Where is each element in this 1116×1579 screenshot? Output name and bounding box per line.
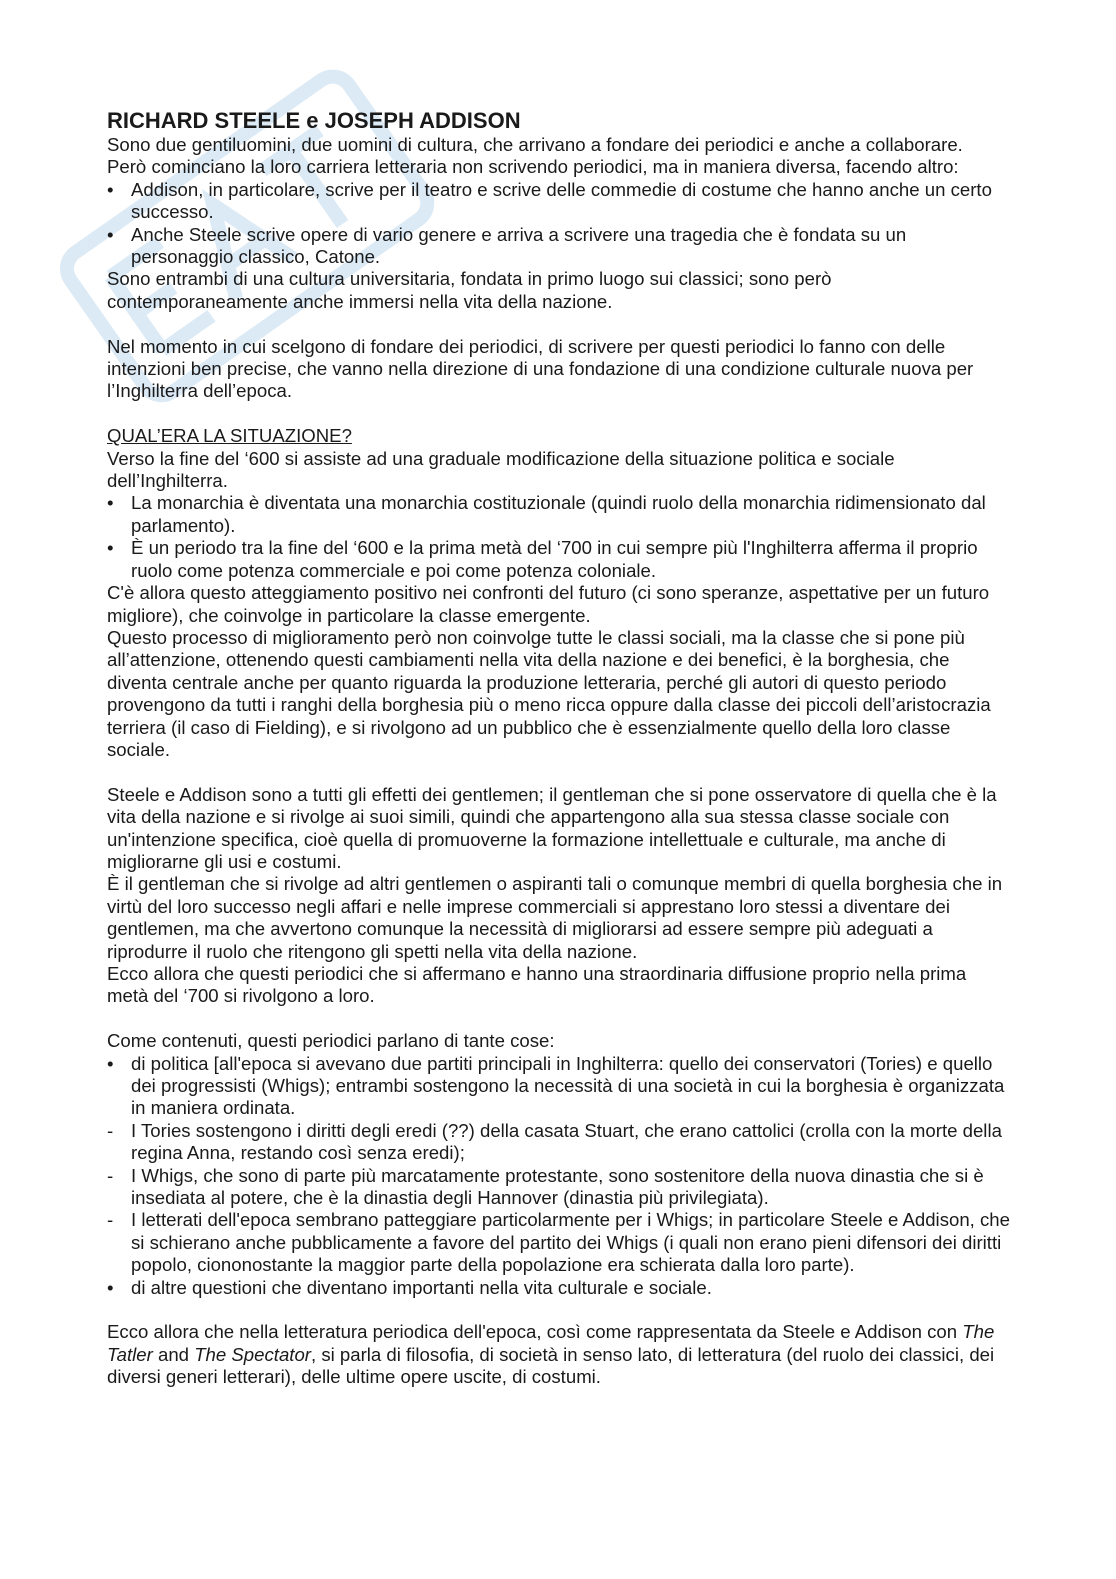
contenuti-intro: Come contenuti, questi periodici parlano di tante cose: xyxy=(107,1030,555,1052)
list-item: • Anche Steele scrive opere di vario genere e arriva a scrivere una tragedia che è fondata su un personaggio classico, Catone. xyxy=(107,223,907,268)
situazione-bullet-list xyxy=(107,492,1012,582)
situazione-paragraph-1: C'è allora questo atteggiamento positivo nei confronti del futuro (ci sono speranze, aspettative per un futuro migliore), che coinvolge in particolare la classe emergente. xyxy=(107,582,990,626)
bullet-icon: • xyxy=(107,492,114,514)
bullet-icon: • xyxy=(107,537,114,559)
bullet-icon: • xyxy=(107,223,114,245)
list-item: - I Tories sostengono i diritti degli eredi (??) della casata Stuart, che erano cattolici (crolla con la morte della regina Anna, restando così senza eredi); xyxy=(107,1119,1002,1164)
list-item: • di altre questioni che diventano importanti nella vita culturale e sociale. xyxy=(107,1276,712,1298)
list-item: - I letterati dell'epoca sembrano patteggiare particolarmente per i Whigs; in particolare Steele e Addison, che si schierano anche pubblicamente a favore del partito dei Whigs (i quali non erano pieni difensori dei diritti popolo, ciononostante la maggior parte della popolazione era schierata dalla loro parte). xyxy=(107,1209,1010,1276)
list-item: • di politica [all'epoca si avevano due partiti principali in Inghilterra: quello dei conservatori (Tories) e quello dei progressisti (Whigs); entrambi sostengono la necessità di una società in cui la borghesia è organizzata in maniera ordinata. xyxy=(107,1052,1005,1119)
bullet-icon: • xyxy=(107,1052,114,1074)
spectator-title: The Spectator xyxy=(194,1343,311,1365)
gentlemen-paragraph-2: È il gentleman che si rivolge ad altri gentlemen o aspiranti tali o comunque membri di quella borghesia che in virtù del loro successo negli affari e nelle imprese commerciali si apprestano loro stessi a diventare dei gentlemen, ma che avvertono comunque la necessità di migliorarsi ad essere sempre più adeguati a riprodurre il ruolo che ritengono gli spetti nella vita della nazione. xyxy=(107,873,1003,962)
dash-icon: - xyxy=(107,1119,114,1141)
intro-paragraph-2: Però cominciano la loro carriera letteraria non scrivendo periodici, ma in maniera diversa, facendo altro: xyxy=(107,156,959,178)
intro-paragraph-1: Sono due gentiluomini, due uomini di cultura, che arrivano a fondare dei periodici e anche a collaborare. xyxy=(107,134,963,155)
bullet-icon: • xyxy=(107,1276,114,1298)
list-item: • La monarchia è diventata una monarchia costituzionale (quindi ruolo della monarchia ridimensionato dal parlamento). xyxy=(107,492,986,536)
closing-paragraph: Ecco allora che nella letteratura periodica dell'epoca, così come rappresentata da Steele e Addison con The Tatler and The Spectator, si parla di filosofia, di società in senso lato, di letteratura (del ruolo dei classici, dei diversi generi letterari), delle ultime opere uscite, di costumi. xyxy=(107,1321,995,1388)
gentlemen-paragraph-3: Ecco allora che questi periodici che si affermano e hanno una straordinaria diffusione proprio nella prima metà del ‘700 si rivolgono a loro. xyxy=(107,962,967,1007)
tatler-title: The Tatler xyxy=(107,1321,995,1365)
bullet-icon: • xyxy=(107,178,114,200)
list-item: • È un periodo tra la fine del ‘600 e la prima metà del ‘700 in cui sempre più l'Inghilterra afferma il proprio ruolo come potenza commerciale e poi come potenza coloniale. xyxy=(107,537,978,581)
situazione-intro: Verso la fine del ‘600 si assiste ad una graduale modificazione della situazione politica e sociale dell’Inghilterra. xyxy=(107,447,895,492)
dash-icon: - xyxy=(107,1164,114,1186)
gentlemen-paragraph-1: Steele e Addison sono a tutti gli effetti dei gentlemen; il gentleman che si pone osservatore di quella che è la vita della nazione e si rivolge ai suoi simili, quindi che appartengono alla sua stessa classe sociale con un'intenzione specifica, cioè quella di promuoverne la formazione intellettuale e culturale, ma anche di migliorarne gli usi e costumi. xyxy=(107,783,997,872)
contenuti-list xyxy=(107,1053,1012,1299)
dash-icon: - xyxy=(107,1209,114,1231)
situazione-paragraph-2: Questo processo di miglioramento però non coinvolge tutte le classi sociali, ma la classe che si pone più all’attenzione, ottenendo questi cambiamenti nella vita della nazione e dei benefici, è la borghesia, che diventa centrale anche per quanto riguarda la produzione letteraria, perché gli autori di questo periodo provengono da tutti i ranghi della borghesia più o meno ricca oppure dalla classe dei piccoli dell’aristocrazia terriera (il caso di Fielding), e si rivolgono ad un pubblico che è essenzialmente quello della loro classe sociale. xyxy=(107,626,991,760)
list-item: - I Whigs, che sono di parte più marcatamente protestante, sono sostenitore della nuova dinastia che si è insediata al potere, che è la dinastia degli Hannover (dinastia più privilegiata). xyxy=(107,1164,984,1209)
intro-paragraph-3: Sono entrambi di una cultura universitaria, fondata in primo luogo sui classici; sono però contemporaneamente anche immersi nella vita della nazione. xyxy=(107,268,832,312)
intro-bullet-list xyxy=(107,179,1012,269)
document-page xyxy=(107,108,1012,1389)
list-item: • Addison, in particolare, scrive per il teatro e scrive delle commedie di costume che hanno anche un certo successo. xyxy=(107,178,992,223)
document-title: RICHARD STEELE e JOSEPH ADDISON xyxy=(107,108,521,133)
situazione-heading: QUAL’ERA LA SITUAZIONE? xyxy=(107,425,352,447)
periodici-paragraph: Nel momento in cui scelgono di fondare dei periodici, di scrivere per questi periodici lo fanno con delle intenzioni ben precise, che vanno nella direzione di una fondazione di una condizione culturale nuova per l’Inghilterra dell’epoca. xyxy=(107,335,974,402)
